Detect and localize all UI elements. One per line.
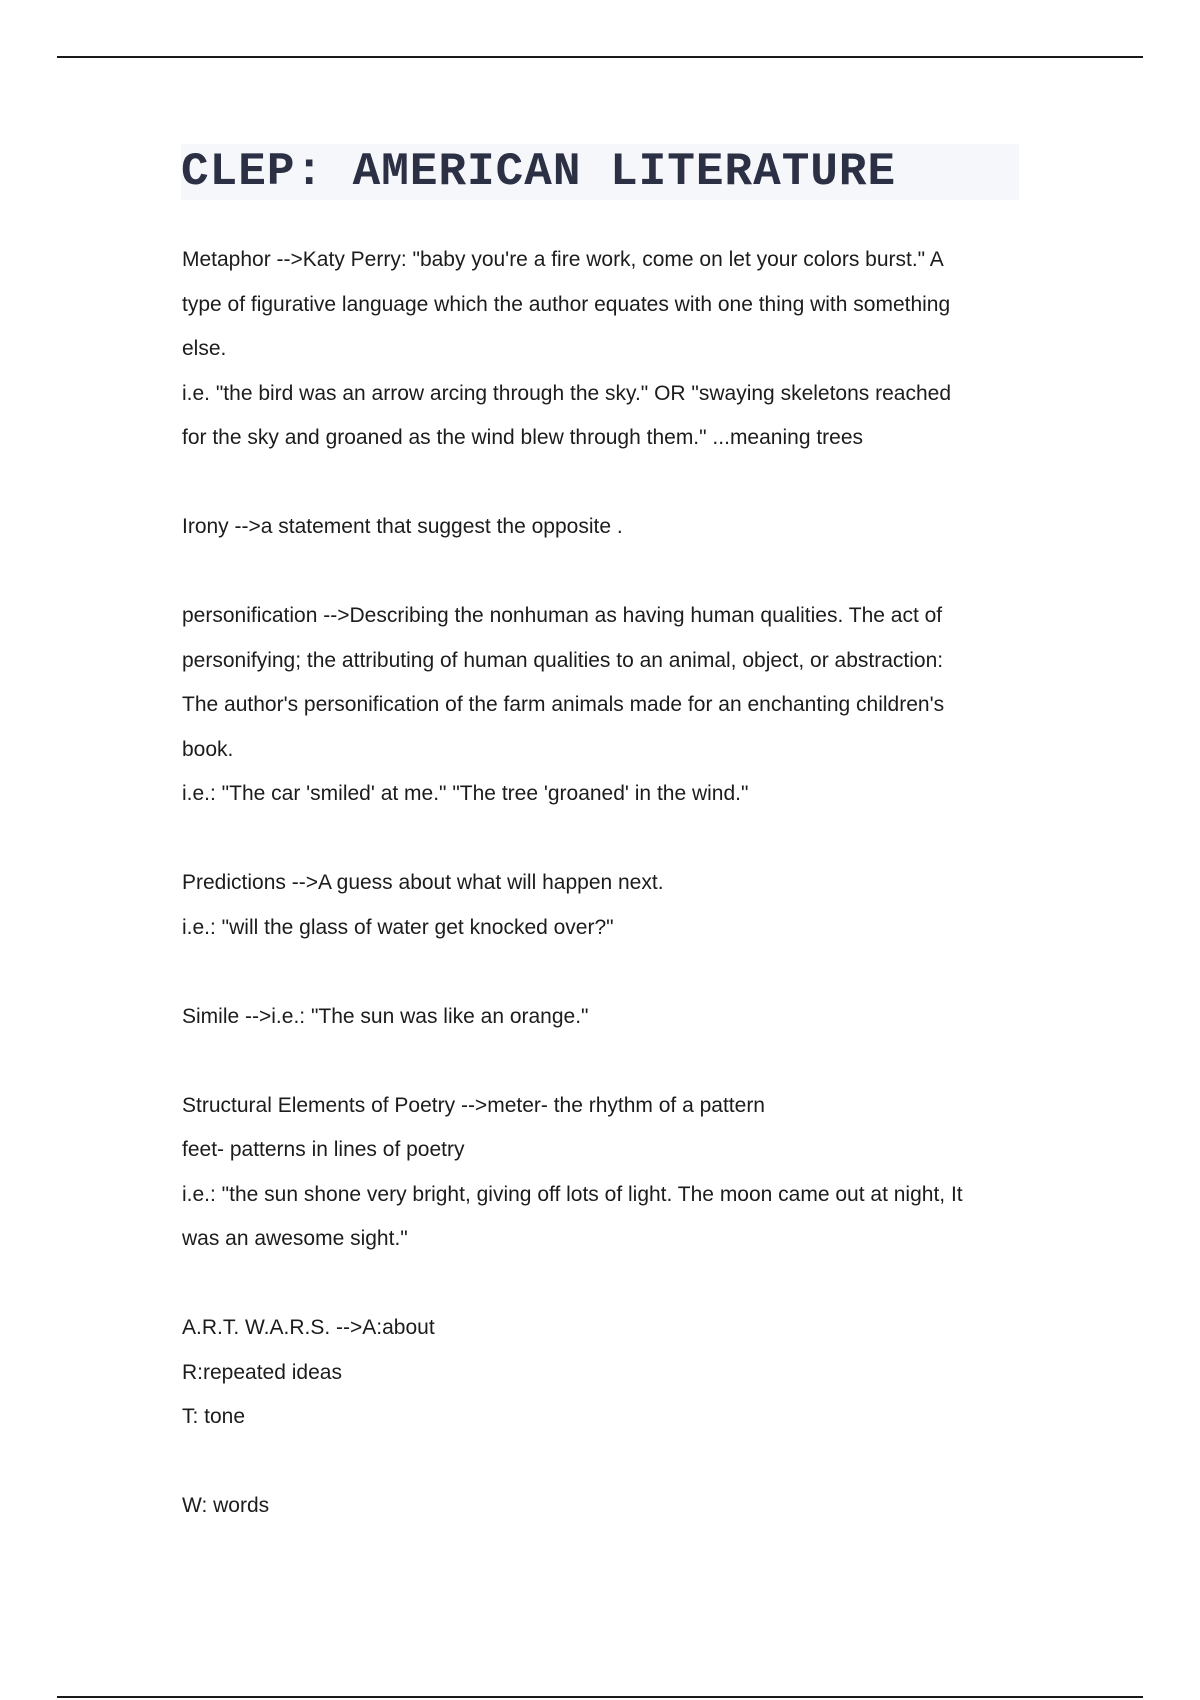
text-line: Irony -->a statement that suggest the opposite . — [182, 515, 623, 538]
blank-line — [182, 1262, 1042, 1307]
text-line: type of figurative language which the author equates with one thing with something — [182, 292, 951, 316]
blank-line — [182, 461, 1042, 506]
blank-line — [182, 817, 1042, 862]
text-line: Simile -->i.e.: "The sun was like an orange." — [182, 1004, 589, 1028]
text-line: personification -->Describing the nonhuman as having human qualities. The act of — [182, 604, 943, 627]
blank-line — [182, 1039, 1042, 1084]
text-line: was an awesome sight." — [182, 1227, 408, 1250]
text-line: The author's personification of the farm animals made for an enchanting children's — [182, 693, 945, 716]
text-line: i.e.: "will the glass of water get knocked over?" — [182, 915, 614, 939]
text-line: Structural Elements of Poetry -->meter- the rhythm of a pattern — [182, 1093, 765, 1117]
text-line: else. — [182, 337, 227, 360]
text-line: book. — [182, 737, 234, 761]
text-line: for the sky and groaned as the wind blew through them." ...meaning trees — [182, 426, 864, 449]
text-line: i.e. "the bird was an arrow arcing through the sky." OR "swaying skeletons reached — [182, 381, 952, 405]
blank-line — [182, 950, 1042, 995]
blank-line — [182, 1440, 1042, 1485]
text-line: A.R.T. W.A.R.S. -->A:about — [182, 1316, 435, 1339]
bottom-rule — [57, 1696, 1143, 1698]
document-body — [182, 238, 1042, 1529]
text-line: i.e.: "the sun shone very bright, giving off lots of light. The moon came out at night, It — [182, 1182, 963, 1206]
text-line: i.e.: "The car 'smiled' at me." "The tree 'groaned' in the wind." — [182, 782, 749, 805]
text-line: Metaphor -->Katy Perry: "baby you're a fire work, come on let your colors burst." A — [182, 248, 944, 271]
text-line: feet- patterns in lines of poetry — [182, 1138, 465, 1161]
text-line: T: tone — [182, 1405, 246, 1428]
text-line: R:repeated ideas — [182, 1360, 342, 1384]
text-line: W: words — [182, 1494, 270, 1517]
text-line: personifying; the attributing of human qualities to an animal, object, or abstraction: — [182, 648, 944, 672]
blank-line — [182, 550, 1042, 595]
text-line: Predictions -->A guess about what will happen next. — [182, 871, 664, 894]
top-rule — [57, 56, 1143, 58]
page-title: CLEP: AMERICAN LITERATURE — [181, 146, 897, 198]
